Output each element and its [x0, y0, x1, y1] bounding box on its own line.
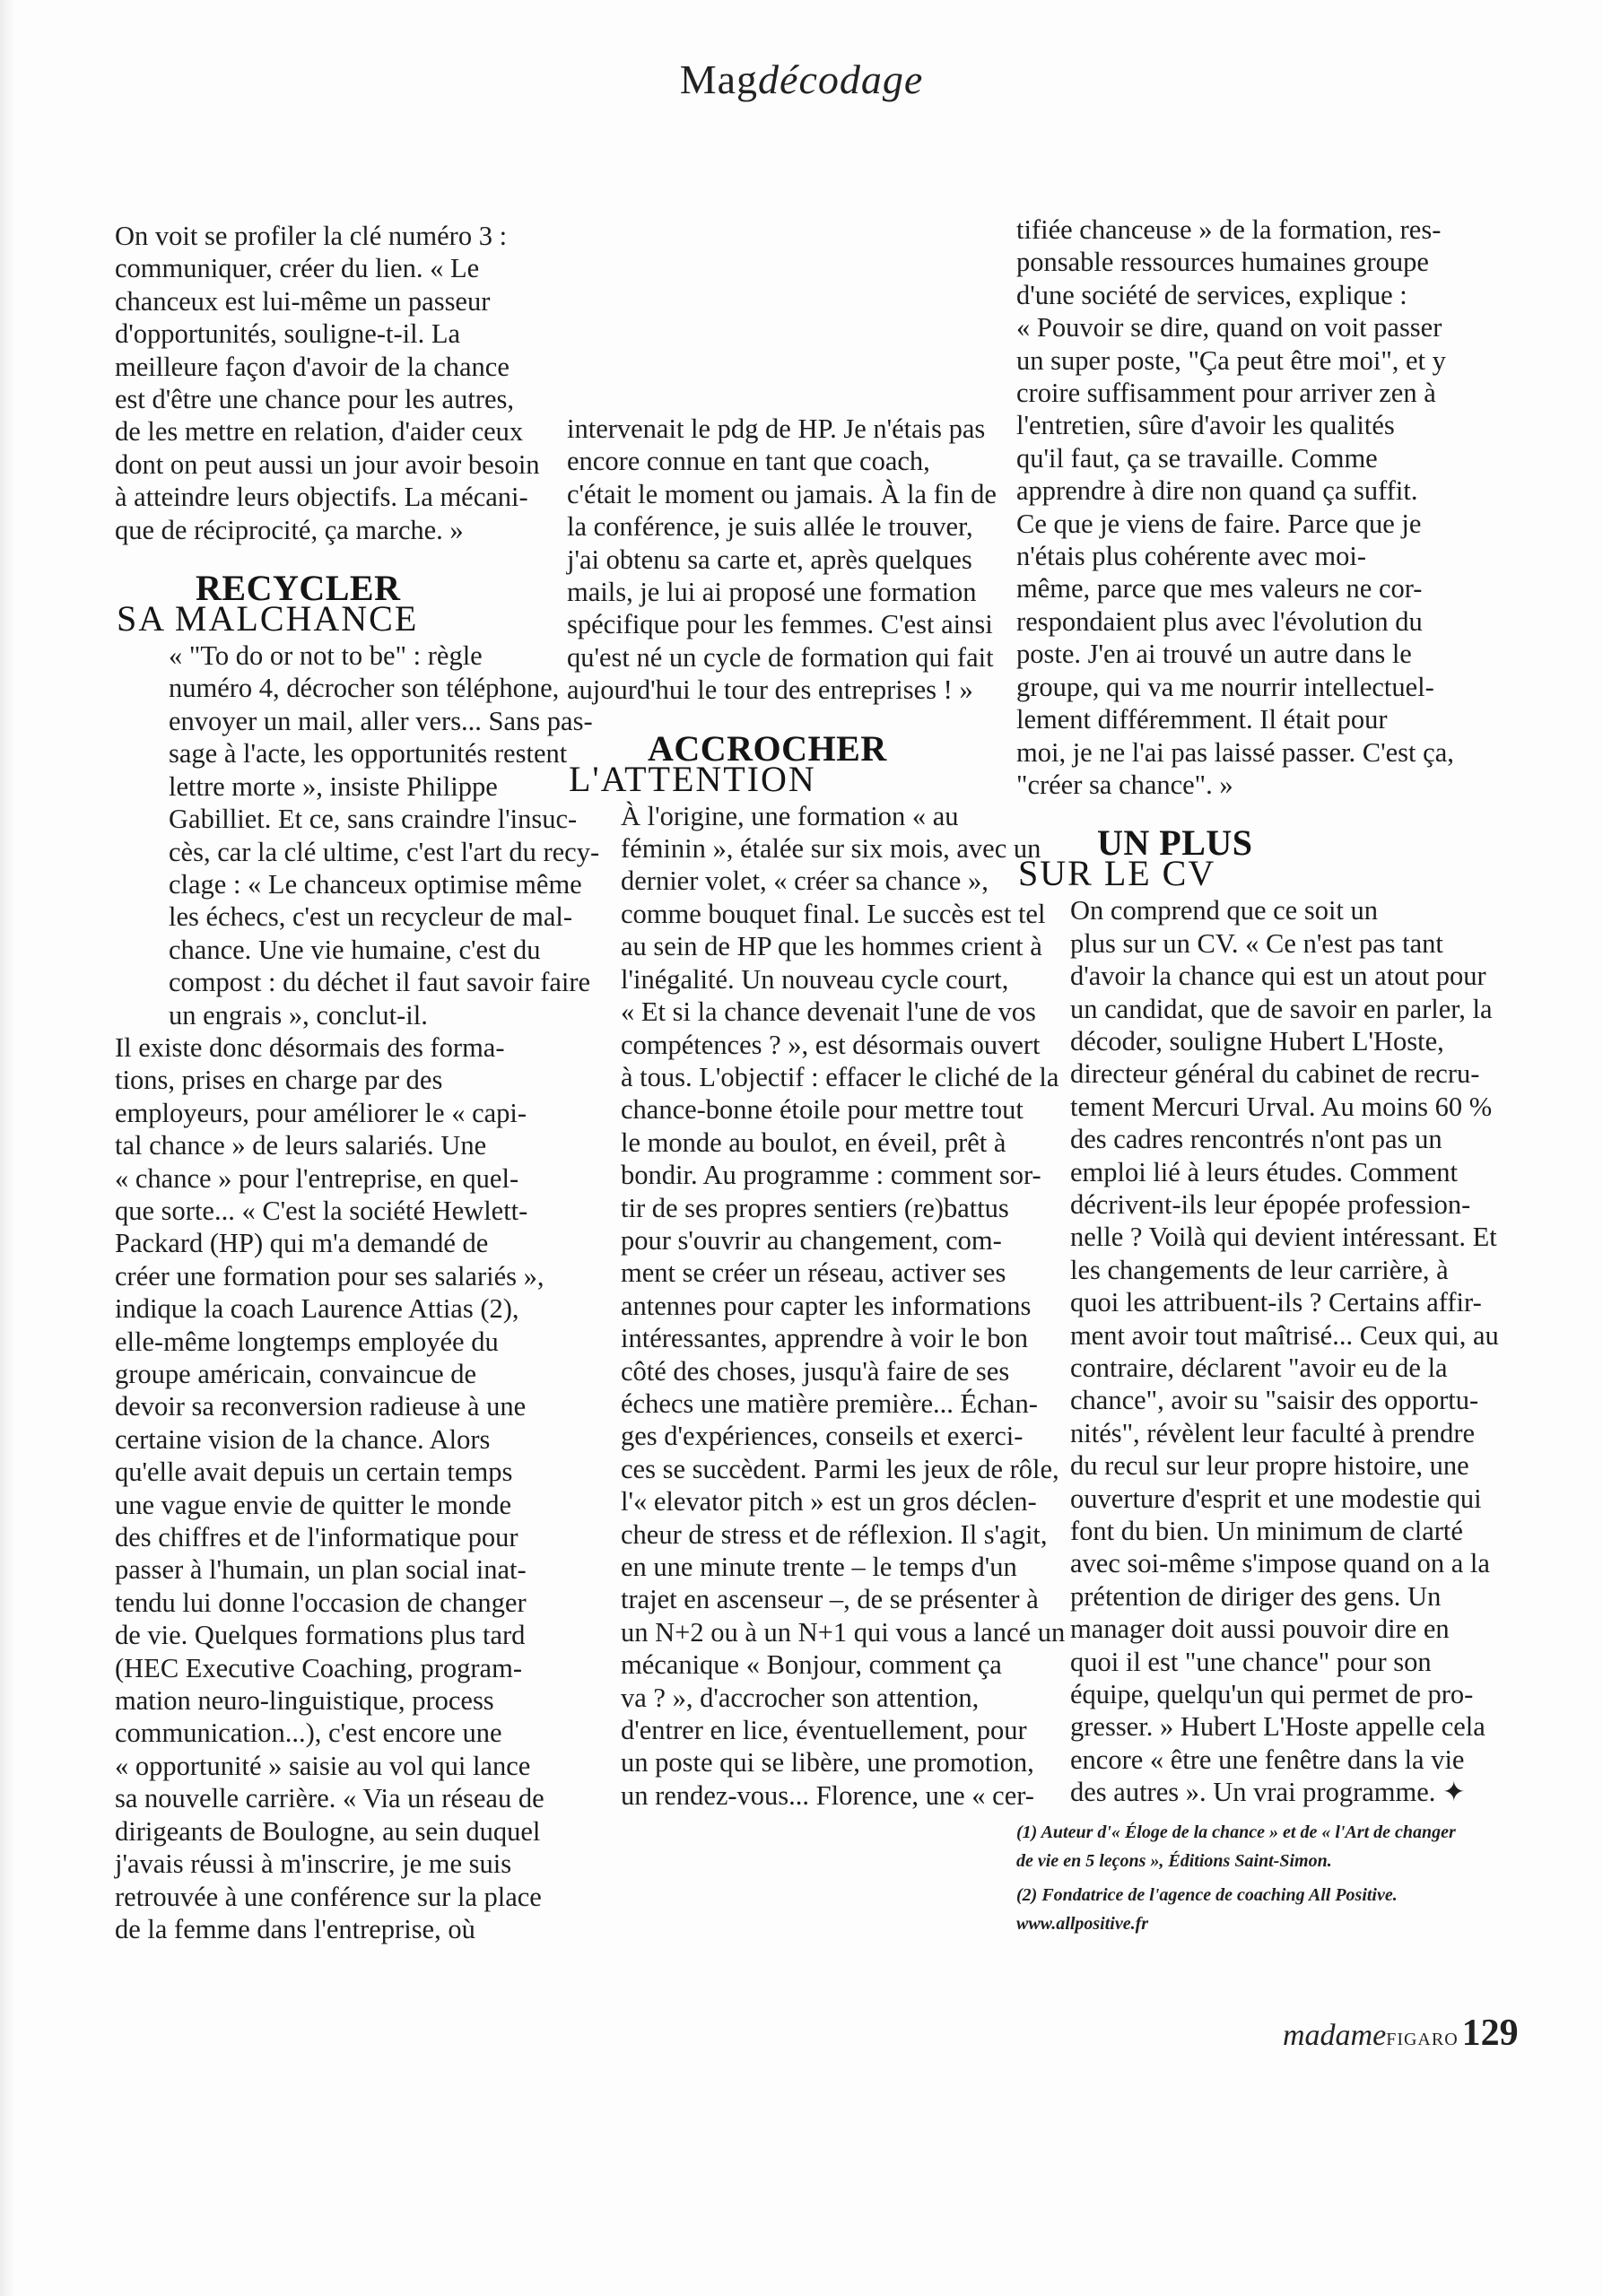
text-line: retrouvée à une conférence sur la place [115, 1881, 542, 1912]
text-line: comme bouquet final. Le succès est tel [621, 898, 1046, 929]
col3-paragraph-2 [1016, 894, 1499, 1808]
text-line: nelle ? Voilà qui devient intéressant. Et [1070, 1222, 1497, 1253]
col2-heading-line2: L'ATTENTION [569, 758, 816, 799]
text-line: à atteindre leurs objectifs. La mécani- [115, 482, 528, 513]
text-line: dirigeants de Boulogne, au sein duquel [115, 1815, 541, 1847]
col1-paragraph-1 [115, 220, 556, 546]
text-line: meilleure façon d'avoir de la chance [115, 351, 510, 382]
col1-heading-line1: RECYCLER [196, 568, 401, 609]
text-line: d'opportunités, souligne-t-il. La [115, 318, 460, 350]
text-line: ges d'expériences, conseils et exerci- [621, 1421, 1024, 1452]
text-line: respondaient plus avec l'évolution du [1016, 605, 1423, 637]
text-line: indique la coach Laurence Attias (2), [115, 1293, 519, 1325]
text-line: un rendez-vous... Florence, une « cer- [621, 1779, 1034, 1811]
text-line: aujourd'hui le tour des entreprises ! » [567, 674, 973, 706]
text-line: des cadres rencontrés n'ont pas un [1070, 1124, 1442, 1155]
text-line: mails, je lui ai proposé une formation [567, 577, 977, 608]
text-line: des chiffres et de l'informatique pour [115, 1522, 518, 1553]
text-line: contraire, déclarent "avoir eu de la [1070, 1352, 1448, 1383]
text-line: ment se créer un réseau, activer ses [621, 1257, 1006, 1289]
text-line: envoyer un mail, aller vers... Sans pas- [169, 705, 593, 736]
footnote-2: (2) Fondatrice de l'agence de coaching All Positive. www.allpositive.fr [1016, 1884, 1398, 1934]
text-line: des autres ». Un vrai programme. ✦ [1070, 1777, 1466, 1808]
text-line: On voit se profiler la clé numéro 3 : [115, 221, 508, 251]
text-line: que de réciprocité, ça marche. » [115, 514, 464, 545]
text-line: elle-même longtemps employée du [115, 1326, 499, 1357]
text-line: au sein de HP que les hommes crient à [621, 931, 1042, 962]
text-line: prétention de diriger des gens. Un [1070, 1580, 1442, 1612]
text-line: que sorte... « C'est la société Hewlett- [115, 1195, 528, 1226]
text-line: (HEC Executive Coaching, program- [115, 1652, 522, 1683]
footer-brand-sub: FIGARO [1386, 2030, 1459, 2049]
text-line: compétences ? », est désormais ouvert [621, 1029, 1041, 1060]
text-line: c'était le moment ou jamais. À la fin de [567, 478, 997, 509]
text-line: côté des choses, jusqu'à faire de ses [621, 1355, 1010, 1387]
text-line: échecs une matière première... Échan- [621, 1387, 1038, 1419]
text-line: d'une société de services, explique : [1016, 279, 1407, 310]
text-line: qu'est né un cycle de formation qui fait [567, 641, 994, 673]
text-line: chance-bonne étoile pour mettre tout [621, 1094, 1024, 1126]
text-line: devoir sa reconversion radieuse à une [115, 1391, 527, 1422]
text-line: chance. Une vie humaine, c'est du [169, 934, 541, 965]
col1-paragraph-3 [115, 1031, 556, 1945]
text-line: même, parce que mes valeurs ne cor- [1016, 573, 1423, 604]
text-line: tal chance » de leurs salariés. Une [115, 1130, 487, 1161]
text-line: dernier volet, « créer sa chance », [621, 865, 989, 897]
text-line: Ce que je viens de faire. Parce que je [1016, 508, 1422, 539]
text-line: décrivent-ils leur épopée profession- [1070, 1188, 1471, 1220]
text-line: « opportunité » saisie au vol qui lance [115, 1750, 531, 1781]
text-line: À l'origine, une formation « au [621, 800, 959, 831]
text-line: ponsable ressources humaines groupe [1016, 247, 1429, 278]
text-line: équipe, quelqu'un qui permet de pro- [1070, 1679, 1474, 1710]
text-line: tir de ses propres sentiers (re)battus [621, 1192, 1009, 1223]
text-line: qu'il faut, ça se travaille. Comme [1016, 442, 1378, 474]
text-line: "créer sa chance". » [1016, 769, 1233, 800]
text-line: gresser. » Hubert L'Hoste appelle cela [1070, 1711, 1485, 1743]
text-line: sage à l'acte, les opportunités restent [169, 738, 568, 770]
text-line: un candidat, que de savoir en parler, la [1070, 993, 1493, 1024]
text-line: antennes pour capter les informations [621, 1290, 1032, 1321]
text-line: encore connue en tant que coach, [567, 446, 930, 477]
text-line: pour s'ouvrir au changement, com- [621, 1224, 1002, 1256]
text-line: à tous. L'objectif : effacer le cliché de la [621, 1061, 1059, 1092]
text-line: qu'elle avait depuis un certain temps [115, 1457, 513, 1488]
text-line: un poste qui se libère, une promotion, [621, 1747, 1034, 1779]
text-line: lement différemment. Il était pour [1016, 704, 1388, 735]
text-line: un super poste, "Ça peut être moi", et y [1016, 344, 1446, 376]
text-line: clage : « Le chanceux optimise même [169, 868, 582, 900]
text-line: communiquer, créer du lien. « Le [115, 253, 480, 284]
text-line: plus sur un CV. « Ce n'est pas tant [1070, 927, 1443, 959]
text-line: spécifique pour les femmes. C'est ainsi [567, 609, 993, 640]
text-line: n'étais plus cohérente avec moi- [1016, 541, 1366, 572]
text-line: d'entrer en lice, éventuellement, pour [621, 1715, 1027, 1746]
text-line: un engrais », conclut-il. [169, 999, 428, 1031]
text-line: font du bien. Un minimum de clarté [1070, 1516, 1463, 1547]
header-section: décodage [758, 57, 924, 102]
footer-brand: madame [1283, 2019, 1387, 2052]
text-line: va ? », d'accrocher son attention, [621, 1682, 980, 1713]
page-number: 129 [1461, 2013, 1519, 2054]
text-line: le monde au boulot, en éveil, prêt à [621, 1126, 1006, 1158]
text-line: tendu lui donne l'occasion de changer [115, 1587, 527, 1618]
text-line: l'entretien, sûre d'avoir les qualités [1016, 410, 1395, 441]
col2-heading [567, 727, 975, 799]
col3-heading-line2: SUR LE CV [1018, 853, 1216, 894]
scan-edge [0, 0, 14, 2296]
footnote-1: (1) Auteur d'« Éloge de la chance » et de « l'Art de changer de vie en 5 leçons », Éditions Saint-Simon. [1016, 1822, 1456, 1871]
text-line: croire suffisamment pour arriver zen à [1016, 378, 1436, 409]
text-line: ment avoir tout maîtrisé... Ceux qui, au [1070, 1319, 1499, 1351]
text-line: du recul sur leur propre histoire, une [1070, 1450, 1469, 1482]
text-line: mécanique « Bonjour, comment ça [621, 1649, 1002, 1681]
col2-paragraph-1 [567, 413, 997, 707]
col1-heading [115, 568, 556, 639]
text-line: groupe américain, convaincue de [115, 1359, 477, 1389]
text-line: est d'être une chance pour les autres, [115, 384, 515, 415]
text-line: On comprend que ce soit un [1070, 895, 1379, 926]
col3-heading-line1: UN PLUS [1097, 822, 1253, 864]
text-line: quoi il est "une chance" pour son [1070, 1646, 1432, 1677]
text-line: passer à l'humain, un plan social inat- [115, 1554, 527, 1586]
text-line: trajet en ascenseur –, de se présenter à [621, 1584, 1039, 1615]
text-line: ces se succèdent. Parmi les jeux de rôle, [621, 1453, 1059, 1484]
text-line: « chance » pour l'entreprise, en quel- [115, 1162, 519, 1194]
text-line: de vie. Quelques formations plus tard [115, 1620, 526, 1651]
header-mag: Mag [679, 57, 759, 102]
text-line: groupe, qui va me nourrir intellectuel- [1016, 671, 1434, 702]
text-line: communication...), c'est encore une [115, 1718, 502, 1749]
text-line: chanceux est lui-même un passeur [115, 285, 491, 317]
text-line: « Pouvoir se dire, quand on voit passer [1016, 312, 1442, 344]
text-line: de la femme dans l'entreprise, où [115, 1913, 475, 1944]
text-line: emploi lié à leurs études. Comment [1070, 1156, 1458, 1187]
text-line: nités", révèlent leur faculté à prendre [1070, 1417, 1476, 1448]
text-line: intéressantes, apprendre à voir le bon [621, 1323, 1028, 1354]
text-line: les échecs, c'est un recycleur de mal- [169, 901, 573, 933]
text-line: quoi les attribuent-ils ? Certains affir- [1070, 1287, 1482, 1318]
text-line: cès, car la clé ultime, c'est l'art du recy- [169, 836, 600, 867]
text-line: Packard (HP) qui m'a demandé de [115, 1228, 489, 1259]
text-line: une vague envie de quitter le monde [115, 1489, 512, 1520]
text-line: tement Mercuri Urval. Au moins 60 % [1070, 1091, 1493, 1122]
text-line: employeurs, pour améliorer le « capi- [115, 1097, 527, 1128]
footnotes [1016, 1818, 1456, 1938]
text-line: tions, prises en charge par des [115, 1065, 443, 1096]
text-line: intervenait le pdg de HP. Je n'étais pas [567, 413, 986, 444]
text-line: lettre morte », insiste Philippe [169, 770, 498, 802]
text-line: tifiée chanceuse » de la formation, res- [1016, 214, 1442, 245]
text-line: l'inégalité. Un nouveau cycle court, [621, 963, 1009, 995]
text-line: la conférence, je suis allée le trouver, [567, 511, 973, 543]
text-line: poste. J'en ai trouvé un autre dans le [1016, 639, 1412, 670]
text-line: moi, je ne l'ai pas laissé passer. C'est ça, [1016, 736, 1454, 768]
text-line: bondir. Au programme : comment sor- [621, 1160, 1041, 1191]
text-line: Gabilliet. Et ce, sans craindre l'insuc- [169, 804, 578, 835]
column-3 [1016, 213, 1499, 1944]
text-line: j'avais réussi à m'inscrire, je me suis [115, 1848, 512, 1880]
text-line: d'avoir la chance qui est un atout pour [1070, 961, 1486, 992]
col1-heading-line2: SA MALCHANCE [117, 598, 419, 639]
text-line: « Et si la chance devenait l'une de vos [621, 996, 1036, 1028]
text-line: dont on peut aussi un jour avoir besoin [115, 448, 540, 480]
section-header [0, 56, 1603, 103]
text-line: manager doit aussi pouvoir dire en [1070, 1613, 1450, 1645]
page-footer [1283, 2012, 1519, 2055]
text-line: sa nouvelle carrière. « Via un réseau de [115, 1783, 544, 1814]
text-line: mation neuro-linguistique, process [115, 1685, 494, 1717]
col3-paragraph-1 [1016, 213, 1456, 801]
text-line: les changements de leur carrière, à [1070, 1254, 1449, 1285]
text-line: cheur de stress et de réflexion. Il s'agit, [621, 1518, 1048, 1550]
text-line: ouverture d'esprit et une modestie qui [1070, 1483, 1482, 1514]
text-line: j'ai obtenu sa carte et, après quelques [567, 544, 972, 575]
col3-heading [1016, 822, 1456, 894]
text-line: certaine vision de la chance. Alors [115, 1423, 491, 1455]
column-1 [115, 220, 600, 1945]
text-line: apprendre à dire non quand ça suffit. [1016, 475, 1418, 507]
text-line: Il existe donc désormais des forma- [115, 1031, 505, 1063]
text-line: directeur général du cabinet de recru- [1070, 1058, 1480, 1090]
column-2 [567, 413, 1066, 1812]
text-line: un N+2 ou à un N+1 qui vous a lancé un [621, 1616, 1066, 1648]
text-line: en une minute trente – le temps d'un [621, 1552, 1017, 1582]
col2-heading-line1: ACCROCHER [648, 727, 887, 769]
text-line: « "To do or not to be" : règle [169, 640, 483, 672]
text-line: l'« elevator pitch » est un gros déclen- [621, 1486, 1037, 1518]
text-line: décoder, souligne Hubert L'Hoste, [1070, 1025, 1444, 1057]
text-line: de les mettre en relation, d'aider ceux [115, 416, 524, 448]
text-line: avec soi-même s'impose quand on a la [1070, 1548, 1490, 1579]
col1-paragraph-2 [115, 639, 600, 1031]
col2-paragraph-2 [567, 800, 1066, 1813]
text-line: féminin », étalée sur six mois, avec un [621, 833, 1041, 865]
text-line: chance", avoir su "saisir des opportu- [1070, 1385, 1479, 1416]
text-line: encore « être une fenêtre dans la vie [1070, 1744, 1465, 1775]
text-line: numéro 4, décrocher son téléphone, [169, 673, 560, 704]
text-line: créer une formation pour ses salariés », [115, 1260, 544, 1292]
text-line: compost : du déchet il faut savoir faire [169, 967, 591, 998]
